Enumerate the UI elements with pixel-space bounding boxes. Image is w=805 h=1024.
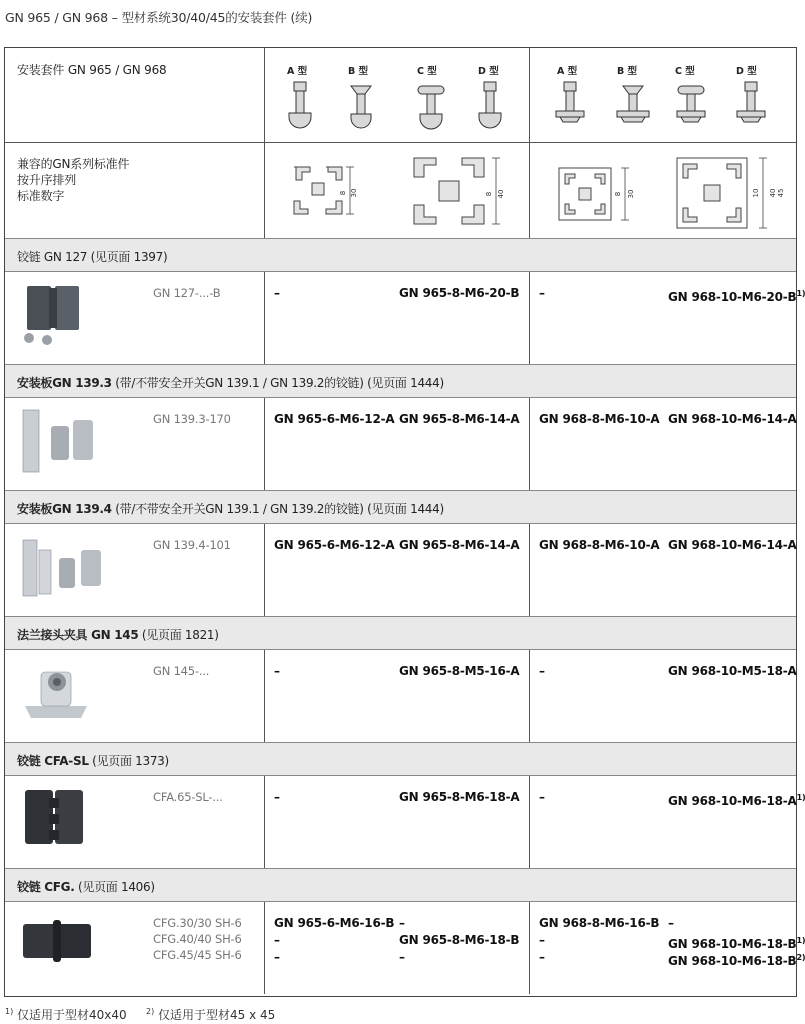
article-number: CFG.45/45 SH-6 (153, 948, 242, 962)
type-label-b: B 型 (348, 66, 369, 77)
footnote-mark: 1) (796, 936, 805, 945)
kit-label: 安装套件 GN 965 / GN 968 (17, 63, 167, 77)
profile-30-drawing (290, 161, 360, 221)
section-title-text: (带/不带安全开关GN 139.1 / GN 139.2的铰链) (见页面 1444) (111, 376, 444, 390)
product-code: GN 968-8-M6-10-A (539, 412, 660, 426)
footnote-mark: 1) (796, 793, 805, 802)
product-code: GN $968-10-M6-18-B^{1)}$ (668, 936, 805, 951)
not-available-dash: – (539, 933, 545, 947)
section-title (17, 500, 444, 517)
footnote-mark: 2) (796, 953, 805, 962)
not-available-dash: – (274, 933, 280, 947)
compat-label-3: 标准数字 (17, 189, 65, 203)
product-code: GN 965-8-M6-14-A (399, 412, 520, 426)
product-image (19, 532, 109, 604)
divider (264, 48, 265, 238)
section-title-text: (见页面 1373) (88, 754, 169, 768)
divider (264, 398, 265, 490)
type-label-c: C 型 (417, 66, 437, 77)
section-title-bold: 铰链 CFG. (17, 880, 75, 894)
not-available-dash: – (274, 664, 280, 678)
product-table (4, 47, 805, 997)
divider (529, 650, 530, 742)
article-number: CFA.65-SL-... (153, 790, 223, 804)
not-available-dash: – (274, 286, 280, 300)
divider (529, 524, 530, 616)
section-title (17, 752, 169, 769)
product-code: GN 968-8-M6-16-B (539, 916, 660, 930)
divider (264, 650, 265, 742)
divider (529, 48, 530, 238)
profile-40-drawing (410, 154, 505, 232)
section-title (17, 626, 219, 643)
section-header (5, 238, 796, 272)
dim-label: 8 (614, 191, 622, 197)
section-header (5, 490, 796, 524)
article-number: GN 139.4-101 (153, 538, 231, 552)
product-image (19, 658, 109, 730)
not-available-dash: – (668, 916, 674, 930)
divider (529, 776, 530, 868)
article-number: GN 139.3-170 (153, 412, 231, 426)
type-label-a: A 型 (557, 66, 578, 77)
footnote-1: $^{1)}$ 仅适用于型材40x40 (5, 1007, 127, 1022)
product-code: GN 965-8-M6-18-A (399, 790, 520, 804)
not-available-dash: – (274, 790, 280, 804)
section-title-bold: 安装板GN 139.3 (17, 376, 112, 390)
divider (264, 776, 265, 868)
section-title-bold: 法兰接头夹具 GN 145 (17, 628, 139, 642)
dim-label: 30 (350, 188, 358, 198)
dim-label: 8 (339, 190, 347, 196)
section-title-text: 铰链 GN 127 (见页面 1397) (17, 250, 168, 264)
product-code: GN $968-10-M6-18-B^{2)}$ (668, 953, 805, 968)
product-code: GN 968-8-M6-10-A (539, 538, 660, 552)
section-title-text: (见页面 1406) (74, 880, 155, 894)
section-header (5, 868, 796, 902)
section-title (17, 374, 444, 391)
product-code: GN 965-6-M6-12-A (274, 412, 395, 426)
not-available-dash: – (399, 950, 405, 964)
product-code: GN 965-6-M6-16-B (274, 916, 395, 930)
footnote-2: $^{2)}$ 仅适用于型材45 x 45 (146, 1007, 276, 1022)
product-code: GN 965-8-M6-20-B (399, 286, 520, 300)
screw-drawings-right (553, 80, 793, 135)
profile-45-drawing (673, 154, 788, 234)
section-header (5, 364, 796, 398)
dim-label: 8 (485, 191, 493, 197)
not-available-dash: – (274, 950, 280, 964)
divider (5, 142, 796, 143)
product-image (19, 784, 109, 856)
section-title-bold: 铰链 CFA-SL (17, 754, 89, 768)
section-header (5, 742, 796, 776)
divider (529, 398, 530, 490)
type-label-d: D 型 (736, 66, 757, 77)
divider (529, 272, 530, 364)
section-header (5, 616, 796, 650)
not-available-dash: – (539, 950, 545, 964)
dim-label: 40 (497, 189, 505, 199)
article-number: GN 127-...-B (153, 286, 221, 300)
product-code: GN 968-10-M6-14-A (668, 538, 797, 552)
dim-label: 40 (769, 188, 777, 198)
compat-label-2: 按升序排列 (17, 173, 77, 187)
product-code: GN 968-10-M6-14-A (668, 412, 797, 426)
screw-drawings-left (285, 80, 525, 135)
page-title: GN 965 / GN 968 – 型材系统30/40/45的安装套件 (续) (5, 10, 313, 25)
section-title-bold: 安装板GN 139.4 (17, 502, 112, 516)
product-code: GN 968-10-M5-18-A (668, 664, 797, 678)
divider (264, 524, 265, 616)
article-number: CFG.30/30 SH-6 (153, 916, 242, 930)
not-available-dash: – (539, 664, 545, 678)
dim-label: 45 (777, 188, 785, 198)
divider (264, 272, 265, 364)
footnote-mark: 1) (796, 289, 805, 298)
not-available-dash: – (399, 916, 405, 930)
section-title (17, 878, 155, 895)
product-code: GN 965-8-M6-14-A (399, 538, 520, 552)
product-image (19, 280, 109, 352)
section-title-text: (带/不带安全开关GN 139.1 / GN 139.2的铰链) (见页面 1444) (111, 502, 444, 516)
product-code: GN 965-8-M6-18-B (399, 933, 520, 947)
product-code: GN 965-6-M6-12-A (274, 538, 395, 552)
product-image (19, 406, 109, 478)
dim-label: 10 (752, 188, 760, 198)
dim-label: 30 (627, 189, 635, 199)
type-label-d: D 型 (478, 66, 499, 77)
article-number: GN 145-... (153, 664, 210, 678)
product-code: GN $968-10-M6-18-A^{1)}$ (668, 793, 805, 808)
not-available-dash: – (539, 790, 545, 804)
product-code: GN 965-8-M5-16-A (399, 664, 520, 678)
divider (529, 902, 530, 994)
type-label-c: C 型 (675, 66, 695, 77)
divider (264, 902, 265, 994)
type-label-a: A 型 (287, 66, 308, 77)
section-title (17, 248, 167, 265)
not-available-dash: – (539, 286, 545, 300)
type-label-b: B 型 (617, 66, 638, 77)
profile-30-drawing-right (555, 164, 637, 224)
section-title-text: (见页面 1821) (138, 628, 219, 642)
compat-label-1: 兼容的GN系列标准件 (17, 157, 130, 171)
product-code: GN $968-10-M6-20-B^{1)}$ (668, 289, 805, 304)
product-image (19, 910, 109, 982)
article-number: CFG.40/40 SH-6 (153, 932, 242, 946)
